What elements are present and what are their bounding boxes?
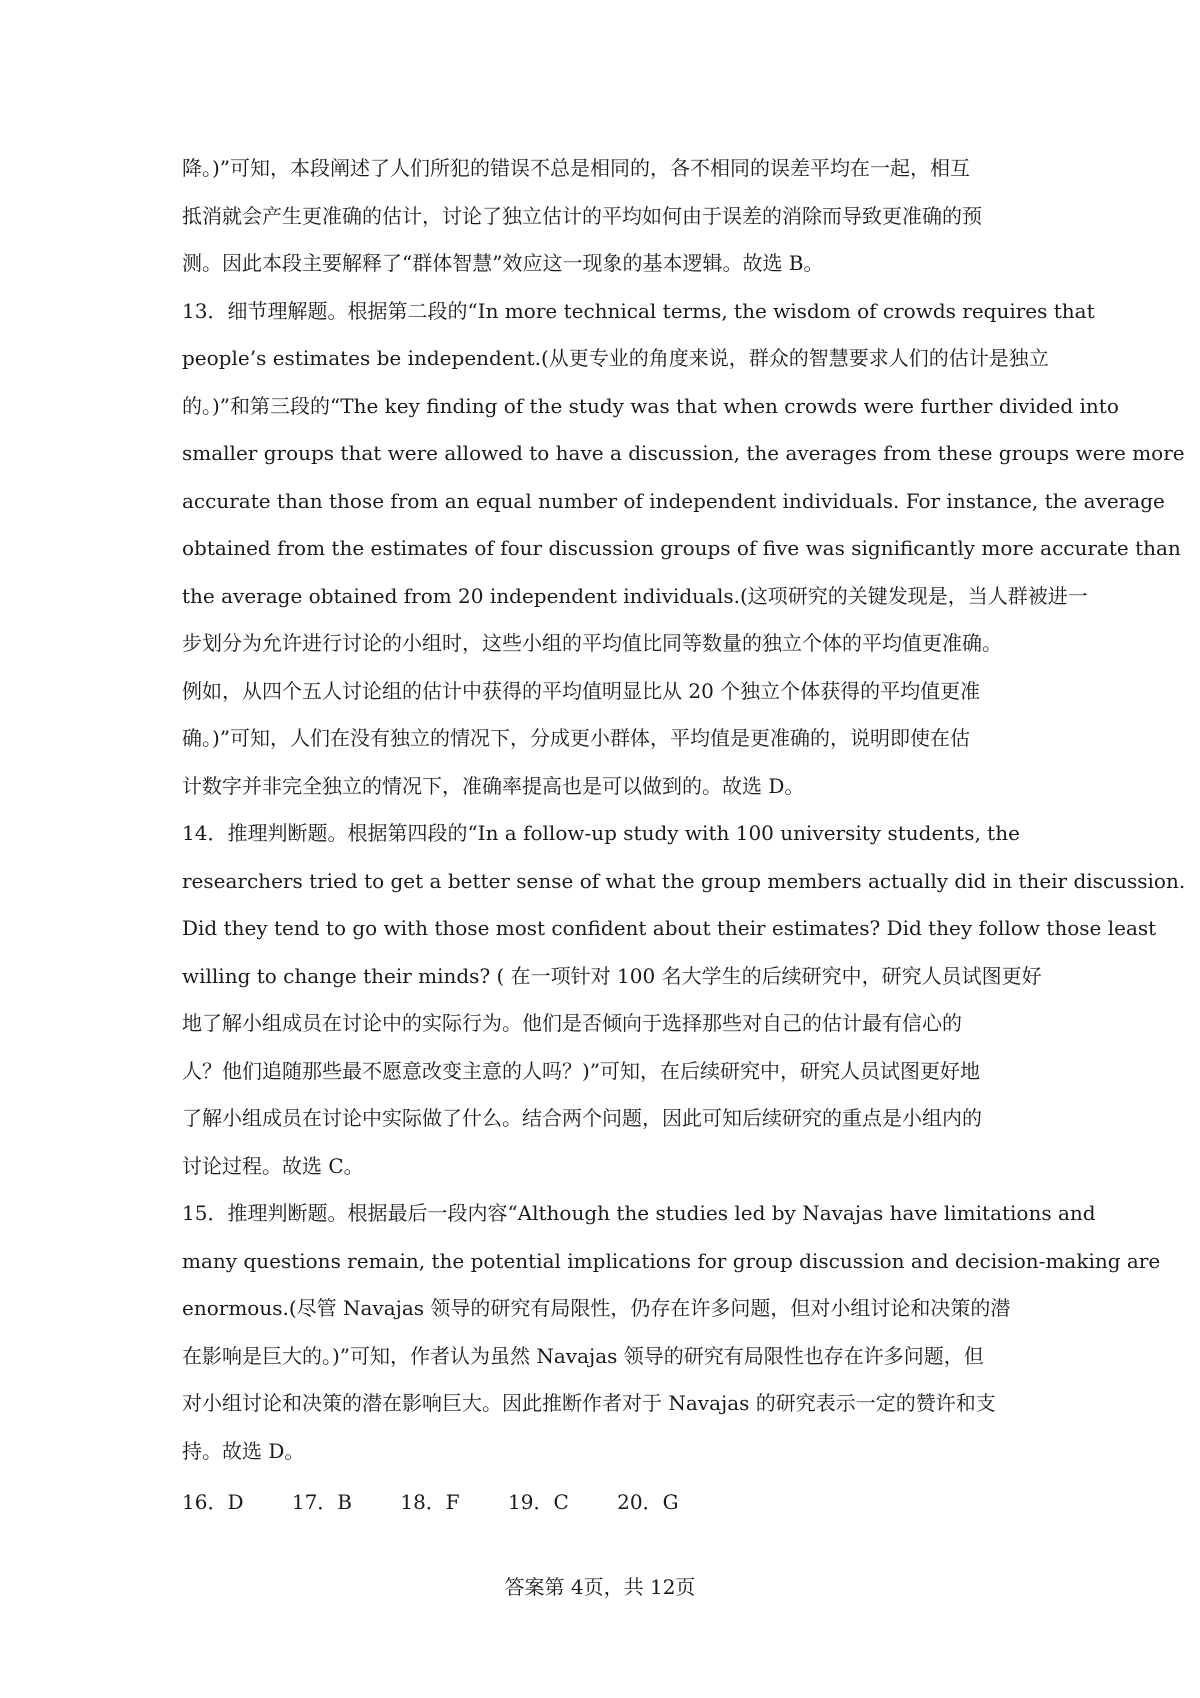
text-line: 计数字并非完全独立的情况下，准确率提高也是可以做到的。故选 D。 <box>182 773 805 798</box>
text-line: 14．推理判断题。根据第四段的“In a follow-up study with 100 university students, the <box>182 821 1020 845</box>
text-line: 在影响是巨大的。)”可知，作者认为虽然 Navajas 领导的研究有局限性也存在许多问题，但 <box>182 1343 984 1368</box>
text-line: willing to change their minds? ( 在一项针对 100 名大学生的后续研究中，研究人员试图更好 <box>182 963 1042 988</box>
text-line: 讨论过程。故选 C。 <box>182 1153 364 1178</box>
text-line: 测。因此本段主要解释了“群体智慧”效应这一现象的基本逻辑。故选 B。 <box>182 251 824 275</box>
text-line: 人？他们追随那些最不愿意改变主意的人吗？)”可知，在后续研究中，研究人员试图更好地 <box>182 1058 981 1083</box>
text-line: accurate than those from an equal number of independent individuals. For instance, the average <box>182 488 1165 513</box>
text-line: 例如，从四个五人讨论组的估计中获得的平均值明显比从 20 个独立个体获得的平均值更准 <box>182 678 981 703</box>
answer-19: 19．C <box>508 1490 569 1514</box>
answer-17: 17．B <box>291 1490 352 1514</box>
page-footer: 答案第 4页，共 12页 <box>504 1575 696 1599</box>
text-line: 的。)”和第三段的“The key finding of the study was that when crowds were further divided into <box>182 393 1119 418</box>
text-line: 抵消就会产生更准确的估计，讨论了独立估计的平均如何由于误差的消除而导致更准确的预 <box>182 203 982 228</box>
answer-16: 16．D <box>182 1490 244 1514</box>
answer-key-row <box>182 1479 1040 1527</box>
text-line: Did they tend to go with those most confident about their estimates? Did they follow those least <box>182 916 1157 940</box>
answer-explanation-body <box>182 145 1186 1527</box>
text-line: 步划分为允许进行讨论的小组时，这些小组的平均值比同等数量的独立个体的平均值更准确。 <box>182 631 1002 655</box>
text-line: 了解小组成员在讨论中实际做了什么。结合两个问题，因此可知后续研究的重点是小组内的 <box>182 1106 982 1130</box>
text-line: 降。)”可知，本段阐述了人们所犯的错误不总是相同的，各不相同的误差平均在一起，相互 <box>182 156 971 180</box>
text-line: obtained from the estimates of four discussion groups of five was significantly more accurate than <box>182 536 1181 560</box>
text-line: many questions remain, the potential implications for group discussion and decision-making are <box>182 1248 1161 1273</box>
text-line: people’s estimates be independent.(从更专业的角度来说，群众的智慧要求人们的估计是独立 <box>182 346 1049 370</box>
text-line: 15．推理判断题。根据最后一段内容“Although the studies led by Navajas have limitations and <box>182 1201 1096 1225</box>
text-line: enormous.(尽管 Navajas 领导的研究有局限性，仍存在许多问题，但对小组讨论和决策的潜 <box>182 1296 1011 1320</box>
text-line: 持。故选 D。 <box>182 1438 305 1463</box>
text-line: the average obtained from 20 independent individuals.(这项研究的关键发现是，当人群被进一 <box>182 583 1088 608</box>
answer-20: 20．G <box>617 1490 679 1514</box>
text-line: smaller groups that were allowed to have a discussion, the averages from these groups were more <box>182 441 1185 465</box>
text-line: 地了解小组成员在讨论中的实际行为。他们是否倾向于选择那些对自己的估计最有信心的 <box>182 1011 962 1035</box>
text-line: 确。)”可知，人们在没有独立的情况下，分成更小群体，平均值是更准确的，说明即使在估 <box>182 726 971 750</box>
answer-18: 18．F <box>400 1490 460 1514</box>
text-line: researchers tried to get a better sense of what the group members actually did in their discussion. <box>182 868 1186 893</box>
text-line: 对小组讨论和决策的潜在影响巨大。因此推断作者对于 Navajas 的研究表示一定的赞许和支 <box>182 1391 996 1415</box>
text-line: 13．细节理解题。根据第二段的“In more technical terms, the wisdom of crowds requires that <box>182 298 1095 323</box>
